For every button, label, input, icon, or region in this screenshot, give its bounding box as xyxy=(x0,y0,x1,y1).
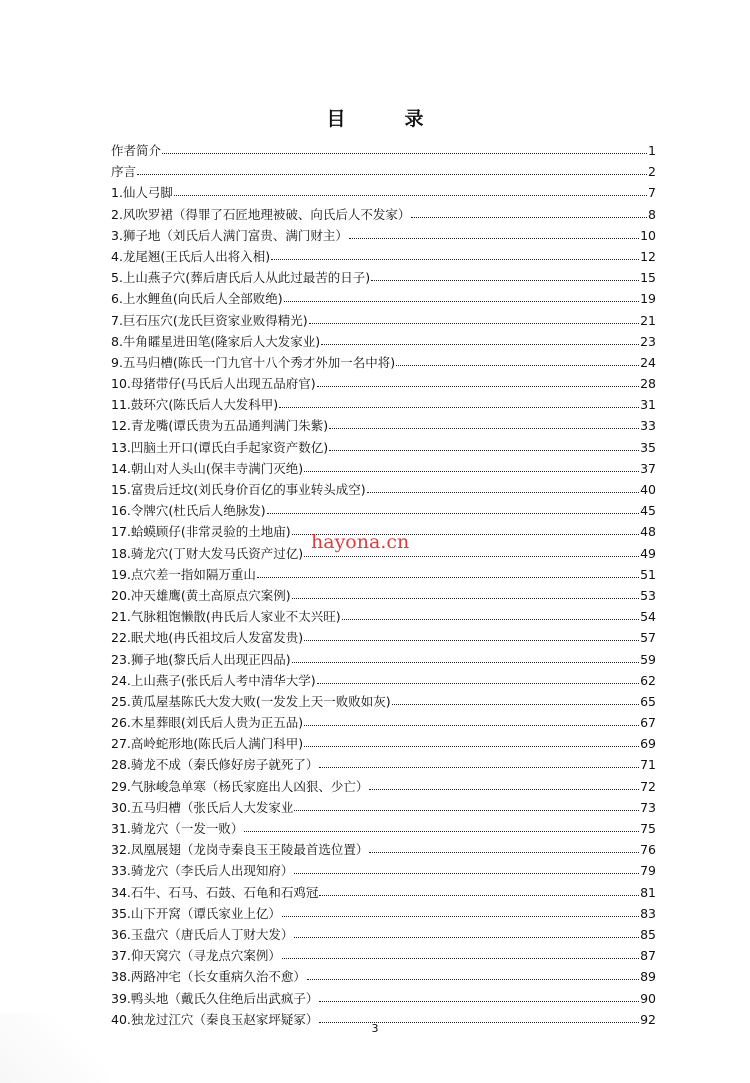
dot-leader xyxy=(292,584,639,599)
toc-entry-title: 28.骑龙不成（秦氏修好房子就死了） xyxy=(111,757,319,773)
toc-entry-page: 51 xyxy=(640,566,656,582)
toc-entry-page: 15 xyxy=(640,270,656,286)
dot-leader xyxy=(392,690,639,705)
toc-entry-page: 10 xyxy=(640,227,656,243)
toc-entry[interactable] xyxy=(111,924,656,945)
dot-leader xyxy=(321,330,639,345)
dot-leader xyxy=(257,563,639,578)
toc-entry-title: 32.凤凰展翅（龙岗寺秦良玉王陵最首选位置） xyxy=(111,842,369,858)
toc-entry-title: 14.朝山对人头山(保丰寺满门灭绝) xyxy=(111,460,304,476)
toc-entry-page: 21 xyxy=(640,312,656,328)
dot-leader xyxy=(319,881,639,896)
toc-entry[interactable] xyxy=(111,627,656,648)
toc-entry[interactable] xyxy=(111,691,656,712)
dot-leader xyxy=(411,203,647,218)
dot-leader xyxy=(174,181,647,196)
toc-entry-page: 23 xyxy=(640,333,656,349)
toc-entry[interactable] xyxy=(111,860,656,881)
dot-leader xyxy=(292,648,639,663)
toc-entry-title: 16.令牌穴(杜氏后人绝脉发) xyxy=(111,503,266,519)
toc-entry[interactable] xyxy=(111,966,656,987)
toc-entry-title: 37.仰天窝穴（寻龙点穴案例） xyxy=(111,948,281,964)
scan-artifact xyxy=(0,1013,110,1083)
dot-leader xyxy=(244,817,639,832)
toc-entry-page: 8 xyxy=(648,206,656,222)
dot-leader xyxy=(294,796,639,811)
toc-entry-page: 48 xyxy=(640,524,656,540)
toc-entry-title: 36.玉盘穴（唐氏后人丁财大发） xyxy=(111,926,294,942)
toc-entry-title: 35.山下开窝（谭氏家业上亿） xyxy=(111,905,281,921)
toc-entry[interactable] xyxy=(111,500,656,521)
dot-leader xyxy=(329,436,639,451)
toc-entry[interactable] xyxy=(111,670,656,691)
toc-entry[interactable] xyxy=(111,394,656,415)
toc-entry-title: 9.五马归槽(陈氏一门九官十八个秀才外加一名中将) xyxy=(111,354,396,370)
toc-entry-page: 37 xyxy=(640,460,656,476)
dot-leader xyxy=(319,1008,639,1023)
toc-entry-title: 3.狮子地（刘氏后人满门富贵、满门财主） xyxy=(111,227,348,243)
toc-entry-page: 19 xyxy=(640,291,656,307)
toc-entry-page: 1 xyxy=(648,143,656,158)
toc-entry[interactable] xyxy=(111,649,656,670)
dot-leader xyxy=(304,711,639,726)
dot-leader xyxy=(282,944,639,959)
toc-entry-page: 76 xyxy=(640,842,656,858)
dot-leader xyxy=(309,309,639,324)
dot-leader xyxy=(371,266,639,281)
toc-entry[interactable] xyxy=(111,458,656,479)
toc-entry-title: 5.上山燕子穴(葬后唐氏后人从此过最苦的日子) xyxy=(111,270,371,286)
dot-leader xyxy=(271,245,639,260)
toc-entry-page: 62 xyxy=(640,672,656,688)
toc-entry[interactable] xyxy=(111,267,656,288)
toc-entry-title: 8.牛角矐星进田笔(隆家后人大发家业) xyxy=(111,333,321,349)
dot-leader xyxy=(329,414,639,429)
dot-leader xyxy=(349,224,639,239)
toc-entry-page: 40 xyxy=(640,482,656,497)
dot-leader xyxy=(319,987,639,1002)
toc-entry-title: 18.骑龙穴(丁财大发马氏资产过亿) xyxy=(111,545,304,561)
toc-entry-page: 87 xyxy=(640,948,656,964)
toc-entry-page: 33 xyxy=(640,418,656,434)
dot-leader xyxy=(367,478,639,493)
toc-entry-title: 23.狮子地(黎氏后人出现正四品) xyxy=(111,651,291,667)
toc-entry-page: 45 xyxy=(640,503,656,519)
toc-entry[interactable] xyxy=(111,310,656,331)
toc-entry[interactable] xyxy=(111,882,656,903)
toc-entry-page: 73 xyxy=(640,799,656,815)
toc-entry[interactable] xyxy=(111,140,656,161)
toc-entry-page: 69 xyxy=(640,736,656,752)
dot-leader xyxy=(304,732,639,747)
toc-entry-page: 2 xyxy=(648,164,656,180)
toc-entry[interactable] xyxy=(111,204,656,225)
toc-entry-page: 12 xyxy=(640,248,656,264)
toc-entry[interactable] xyxy=(111,733,656,754)
toc-entry-page: 35 xyxy=(640,439,656,455)
dot-leader xyxy=(304,457,639,472)
toc-entry-page: 81 xyxy=(640,884,656,900)
dot-leader xyxy=(304,626,639,641)
toc-entry[interactable] xyxy=(111,331,656,352)
dot-leader xyxy=(294,923,639,938)
toc-entry-title: 10.母猪带仔(马氏后人出现五品府官) xyxy=(111,376,316,392)
toc-entry-title: 22.眠犬地(冉氏祖坟后人发富发贵) xyxy=(111,630,304,646)
toc-entry[interactable] xyxy=(111,606,656,627)
toc-entry-title: 7.巨石压穴(龙氏巨资家业败得精光) xyxy=(111,312,308,328)
toc-entry-title: 26.木星葬眼(刘氏后人贵为正五品) xyxy=(111,715,304,731)
toc-entry-title: 38.两路冲宅（长女重病久治不愈） xyxy=(111,969,306,985)
toc-entry-title: 19.点穴差一指如隔万重山 xyxy=(111,566,256,582)
toc-entry-title: 15.富贵后迁坟(刘氏身价百亿的事业转头成空) xyxy=(111,482,366,497)
page-number: 3 xyxy=(371,1022,379,1035)
toc-entry-title: 30.五马归槽（张氏后人大发家业 xyxy=(111,799,294,815)
toc-entry[interactable] xyxy=(111,225,656,246)
toc-entry[interactable] xyxy=(111,712,656,733)
toc-entry-title: 1.仙人弓脚 xyxy=(111,185,173,201)
dot-leader xyxy=(317,372,639,387)
toc-entry-title: 34.石牛、石马、石鼓、石龟和石鸡冠 xyxy=(111,884,319,900)
toc-entry-title: 13.凹脑土开口(谭氏白手起家资产数亿) xyxy=(111,439,329,455)
toc-entry[interactable] xyxy=(111,246,656,267)
toc-entry-title: 27.高岭蛇形地(陈氏后人满门科甲) xyxy=(111,736,304,752)
toc-entry-page: 72 xyxy=(640,778,656,794)
toc-entry-page: 7 xyxy=(648,185,656,201)
toc-entry-page: 85 xyxy=(640,926,656,942)
dot-leader xyxy=(369,838,639,853)
toc-entry-title: 29.气脉峻急单寒（杨氏家庭出人凶狠、少亡） xyxy=(111,778,369,794)
toc-entry-title: 21.气脉粗饱懒散(冉氏后人家业不太兴旺) xyxy=(111,609,341,625)
toc-entry-title: 作者简介 xyxy=(111,143,162,158)
dot-leader xyxy=(342,605,639,620)
toc-entry-page: 89 xyxy=(640,969,656,985)
toc-entry[interactable] xyxy=(111,373,656,394)
toc-entry-title: 11.鼓环穴(陈氏后人大发科甲) xyxy=(111,397,279,413)
toc-entry[interactable] xyxy=(111,585,656,606)
toc-entry[interactable] xyxy=(111,818,656,839)
toc-entry[interactable] xyxy=(111,988,656,1009)
toc-entry-title: 33.骑龙穴（李氏后人出现知府） xyxy=(111,863,294,879)
toc-entry-title: 31.骑龙穴（一发一败） xyxy=(111,821,244,836)
toc-entry-page: 49 xyxy=(640,545,656,561)
toc-entry-title: 24.上山燕子(张氏后人考中清华大学) xyxy=(111,672,316,688)
toc-entry-title: 12.青龙嘴(谭氏贵为五品通判满门朱紫) xyxy=(111,418,329,434)
toc-entry-title: 17.蛤蟆顾仔(非常灵验的土地庙) xyxy=(111,524,291,540)
toc-entry[interactable] xyxy=(111,903,656,924)
toc-entry-page: 28 xyxy=(640,376,656,392)
toc-entry-title: 4.龙尾翘(王氏后人出将入相) xyxy=(111,248,271,264)
dot-leader xyxy=(307,965,639,980)
dot-leader xyxy=(279,393,639,408)
dot-leader xyxy=(137,160,647,175)
table-of-contents xyxy=(111,140,656,1030)
dot-leader xyxy=(284,287,639,302)
toc-entry[interactable] xyxy=(111,839,656,860)
toc-entry-page: 90 xyxy=(640,990,656,1006)
dot-leader xyxy=(319,753,639,768)
watermark: hayona.cn xyxy=(311,531,410,553)
toc-entry[interactable] xyxy=(111,776,656,797)
toc-entry-page: 54 xyxy=(640,609,656,625)
toc-entry-page: 24 xyxy=(640,354,656,370)
toc-entry-page: 65 xyxy=(640,693,656,709)
page-title: 目 录 xyxy=(326,108,444,130)
toc-entry[interactable] xyxy=(111,437,656,458)
dot-leader xyxy=(294,859,639,874)
toc-entry-page: 53 xyxy=(640,587,656,603)
toc-entry-page: 59 xyxy=(640,651,656,667)
dot-leader xyxy=(396,351,639,366)
toc-entry[interactable] xyxy=(111,288,656,309)
toc-entry-title: 40.独龙过江穴（秦良玉赵家坪疑冢） xyxy=(111,1011,319,1027)
toc-entry[interactable] xyxy=(111,352,656,373)
toc-entry-title: 25.黄瓜屋基陈氏大发大败(一发发上天一败败如灰) xyxy=(111,693,391,709)
toc-entry[interactable] xyxy=(111,479,656,500)
dot-leader xyxy=(369,775,639,790)
toc-entry[interactable] xyxy=(111,415,656,436)
toc-entry-title: 20.冲天雄鹰(黄土高原点穴案例) xyxy=(111,587,291,603)
toc-entry[interactable] xyxy=(111,797,656,818)
toc-entry[interactable] xyxy=(111,754,656,775)
toc-entry-page: 79 xyxy=(640,863,656,879)
toc-entry-page: 71 xyxy=(640,757,656,773)
toc-entry-page: 83 xyxy=(640,905,656,921)
dot-leader xyxy=(162,139,647,154)
dot-leader xyxy=(282,902,639,917)
toc-entry-page: 92 xyxy=(640,1011,656,1027)
toc-entry-title: 6.上水鲤鱼(向氏后人全部败绝) xyxy=(111,291,283,307)
toc-entry[interactable] xyxy=(111,945,656,966)
toc-entry-page: 67 xyxy=(640,715,656,731)
toc-entry[interactable] xyxy=(111,564,656,585)
dot-leader xyxy=(267,499,639,514)
toc-entry[interactable] xyxy=(111,161,656,182)
dot-leader xyxy=(317,669,639,684)
toc-entry[interactable] xyxy=(111,182,656,203)
toc-entry-title: 2.风吹罗裙（得罪了石匠地理被破、向氏后人不发家） xyxy=(111,206,411,222)
toc-entry-page: 75 xyxy=(640,821,656,836)
toc-entry-page: 57 xyxy=(640,630,656,646)
toc-entry-page: 31 xyxy=(640,397,656,413)
toc-entry-title: 序言 xyxy=(111,164,137,180)
toc-entry-title: 39.鸭头地（戴氏久住绝后出武疯子） xyxy=(111,990,319,1006)
